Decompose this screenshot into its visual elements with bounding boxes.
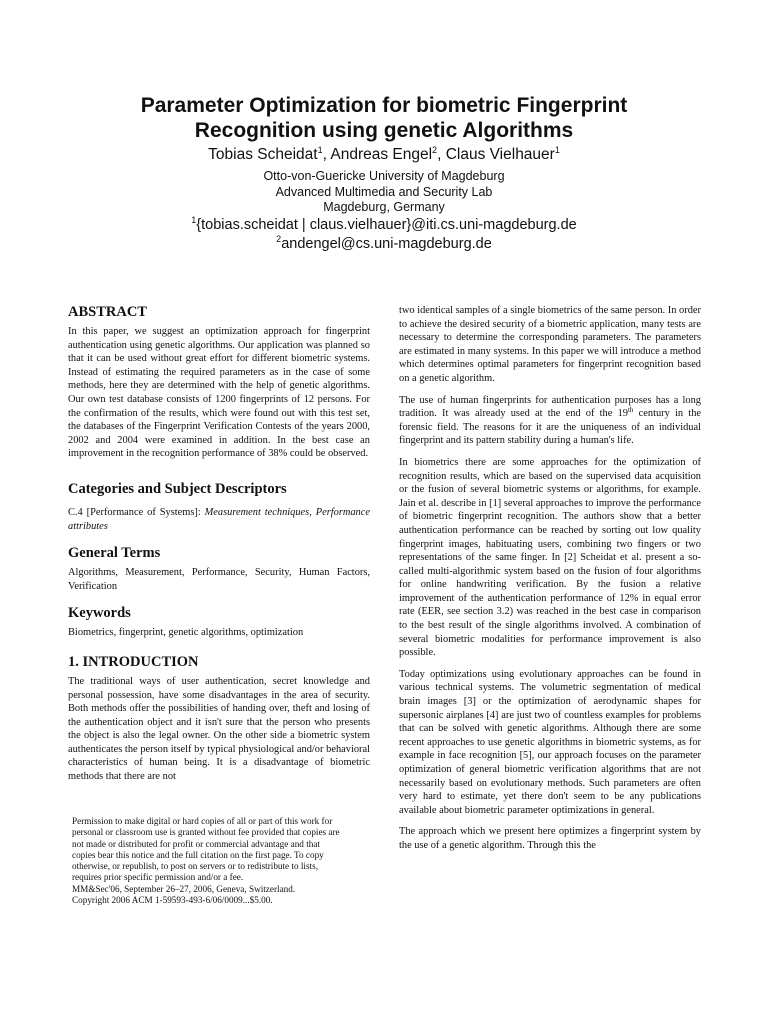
body-paragraph: Today optimizations using evolutionary approaches can be found in various technical systems. The volumetric segmentation of medical brain images [3] or the optimization of aerodynamic shapes for supersonic airplanes [4] are just two of countless examples for problems that can be solved with genetic algorithms. Although there are some recent approaches to use genetic algorithms in biometric systems, as for example in face recognition [5], our approach focuses on the parameter optimization of general biometric verification algorithms that are not necessarily based on evolutionary methods. Such parameters are often very hard to estimate, yet there don't seem to be any publications available about biometric parameter optimizations in general. bbox=[399, 668, 701, 816]
footnote-line: requires prior specific permission and/or a fee. bbox=[72, 872, 244, 883]
ordinal-suffix: th bbox=[627, 406, 634, 415]
footnote-line: otherwise, or republish, to post on servers or to redistribute to lists, bbox=[72, 861, 318, 872]
affiliation-line: Magdeburg, Germany bbox=[323, 200, 445, 214]
categories-plain: C.4 [Performance of Systems]: bbox=[68, 506, 205, 518]
abstract-heading: ABSTRACT bbox=[68, 304, 147, 320]
email-line-1 bbox=[0, 216, 768, 235]
body-paragraph: In biometrics there are some approaches for the optimization of recognition results, which are based on the supervised data acquisition or the fusion of several biometric systems or algorithms, for example. Jain et al. describe in [1] several approaches to improve the performance of biometric fingerprint recognition. The authors show that a better authentication performance can be reached by sorting out low quality fingerprint images, habituating users, combining two fingers or two representations of the same finger. In [2] Scheidat et al. present a so-called multi-algorithmic system based on the fusion of four algorithms for online handwriting verification. By the fusion a relative improvement of the authentication performance of 12% in equal error rate (EER, see section 3.2) was reached in the best case in comparison to the best result of the single algorithms involved. A combination of several biometric modalities for performance improvement is also possible. bbox=[399, 456, 701, 659]
title-line-1: Parameter Optimization for biometric Fingerprint bbox=[140, 94, 628, 117]
author-marker: 1 bbox=[554, 145, 560, 155]
footnote-line: Permission to make digital or hard copies of all or part of this work for bbox=[72, 816, 333, 826]
footnote-line: personal or classroom use is granted without fee provided that copies are bbox=[72, 827, 340, 838]
permission-footnote bbox=[72, 816, 372, 906]
email-marker: 1 bbox=[191, 214, 197, 225]
keywords-heading: Keywords bbox=[68, 605, 131, 622]
footnote-line: copies bear this notice and the full citation on the first page. To copy bbox=[72, 849, 324, 860]
author-name: Tobias Scheidat bbox=[208, 146, 318, 163]
paper-title bbox=[0, 93, 768, 143]
body-paragraph: two identical samples of a single biometrics of the same person. In order to achieve the desired security of a biometric application, many tests are necessary to determine the corresponding parameters. The parameters are estimated in many systems. In this paper we will introduce a method which determines optimal parameters for fingerprint recognition based on a genetic algorithm. bbox=[399, 305, 701, 384]
footnote-line: MM&Sec'06, September 26–27, 2006, Geneva, Switzerland. bbox=[72, 883, 296, 894]
categories-heading: Categories and Subject Descriptors bbox=[68, 480, 287, 497]
author-marker: 1 bbox=[317, 145, 323, 155]
title-line-2: Recognition using genetic Algorithms bbox=[194, 119, 574, 142]
general-terms-heading: General Terms bbox=[68, 545, 161, 562]
affiliation bbox=[0, 169, 768, 216]
categories-italic: Measurement techniques, Performance attributes bbox=[68, 506, 370, 532]
footnote-line: Copyright 2006 ACM 1-59593-493-6/06/0009...$5.00. bbox=[72, 895, 273, 906]
body-paragraph: The approach which we present here optimizes a fingerprint system by the use of a genetic algorithm. Through this the bbox=[399, 826, 701, 851]
categories-text bbox=[68, 506, 370, 533]
email-line-2 bbox=[0, 235, 768, 254]
author-name: Andreas Engel bbox=[330, 146, 433, 163]
right-column bbox=[399, 304, 701, 853]
paragraph-text: The use of human fingerprints for authentication purposes has a long tradition. It was already used at the end of the 19 bbox=[399, 394, 701, 420]
keywords-text: Biometrics, fingerprint, genetic algorithms, optimization bbox=[68, 627, 304, 639]
introduction-heading: 1. INTRODUCTION bbox=[68, 653, 199, 670]
email-address: {tobias.scheidat | claus.vielhauer}@iti.cs.uni-magdeburg.de bbox=[196, 216, 577, 233]
affiliation-line: Advanced Multimedia and Security Lab bbox=[275, 184, 493, 199]
introduction-text: The traditional ways of user authentication, secret knowledge and personal possession, have some disadvantages in the area of security. Both methods offer the possibilities of handing over, theft and losing of the authentication object and it isn't sure that the person who presents the object is also the legal owner. On the other side a biometric system authenticates the person itself by typical physiological and/or behavioral characteristics of human being. It is a disadvantage of biometric methods that there are not bbox=[68, 675, 370, 783]
abstract-text: In this paper, we suggest an optimization approach for fingerprint authentication using genetic algorithms. Our application was planned so that it can be used without great effort for different biometric systems. Instead of estimating the required parameters as in the case of some methods, here they are determined with the help of genetic algorithms. Our own test database consists of 1200 fingerprints of 12 persons. For the confirmation of the results, which were found out with this test set, the databases of the Fingerprint Verification Contests of the years 2000, 2002 and 2004 were examined in addition. In the best case an improvement in the recognition performance of 38% could be observed. bbox=[68, 326, 370, 460]
footnote-line: not made or distributed for profit or commercial advantage and that bbox=[72, 838, 320, 849]
email-marker: 2 bbox=[276, 233, 282, 244]
author-marker: 2 bbox=[432, 145, 438, 155]
email-address: andengel@cs.uni-magdeburg.de bbox=[281, 235, 492, 252]
body-paragraph bbox=[399, 394, 701, 448]
general-terms-text: Algorithms, Measurement, Performance, Security, Human Factors, Verification bbox=[68, 567, 370, 592]
paragraph-text: century in the forensic field. The reasons for it are the uniqueness of an individual fingerprint and its pattern stability during a human's life. bbox=[399, 408, 702, 447]
author-name: Claus Vielhauer bbox=[445, 146, 555, 163]
left-column bbox=[68, 304, 370, 784]
paper-header bbox=[0, 93, 768, 254]
affiliation-line: Otto-von-Guericke University of Magdeburg bbox=[263, 169, 505, 183]
author-list: Tobias Scheidat$^1$, Andreas Engel$^2$, Claus Vielhauer$^1$ bbox=[208, 145, 560, 163]
